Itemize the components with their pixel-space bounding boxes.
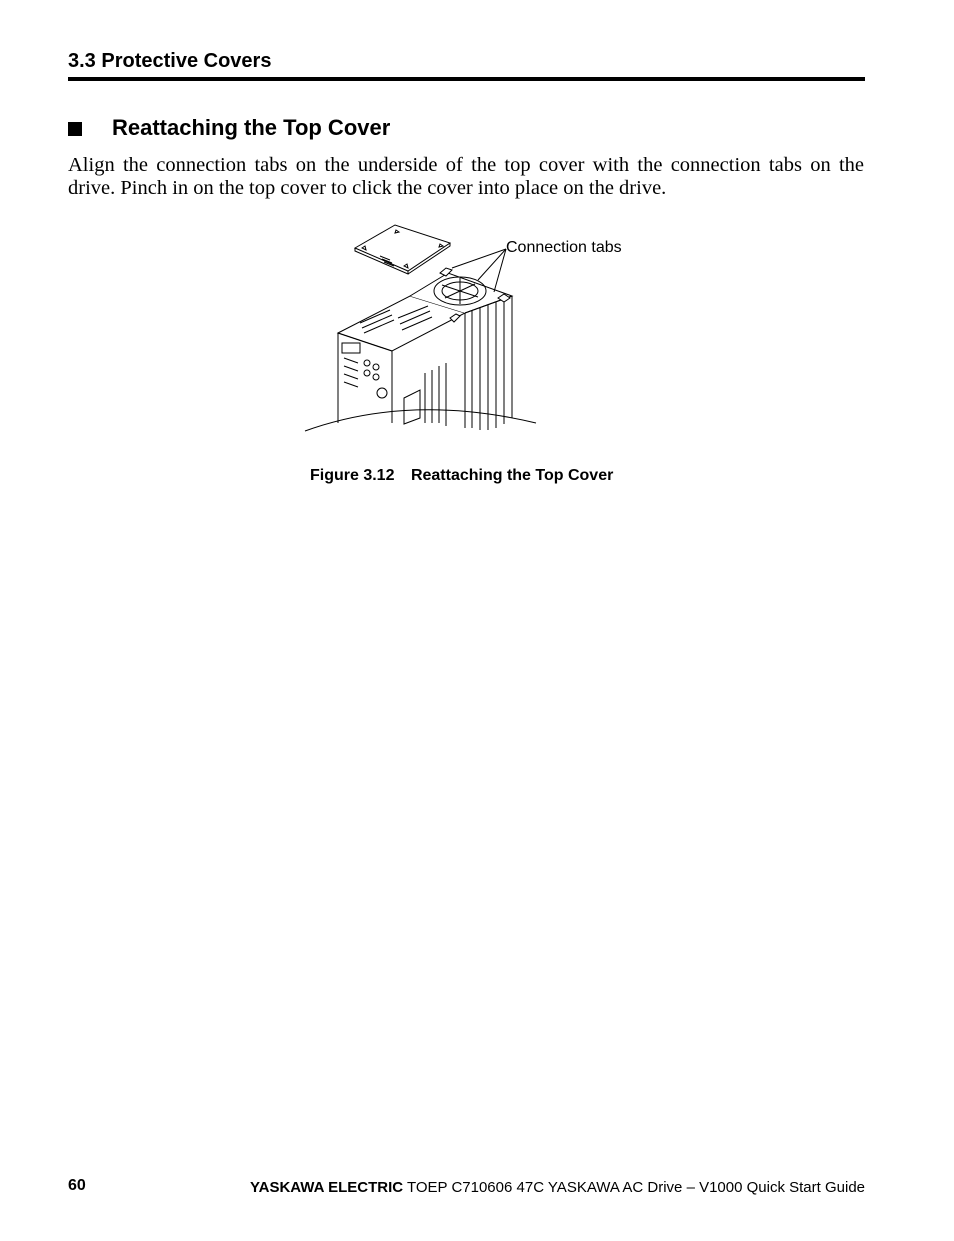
connection-tabs-callout: Connection tabs: [506, 239, 622, 256]
square-bullet-icon: [68, 122, 82, 136]
subsection-heading: [68, 115, 864, 141]
page-number: 60: [68, 1177, 86, 1194]
figure-caption-number: Figure 3.12: [310, 467, 395, 484]
footer-brand: YASKAWA ELECTRIC: [250, 1179, 404, 1196]
subsection-title: Reattaching the Top Cover: [112, 115, 391, 140]
section-rule: [68, 77, 865, 81]
figure-caption: [310, 467, 613, 485]
top-cover-drawing: [355, 225, 450, 274]
figure-caption-title: Reattaching the Top Cover: [410, 467, 614, 484]
footer-doc-info: [250, 1179, 865, 1196]
body-paragraph: Align the connection tabs on the underside of the top cover with the connection tabs on the drive. Pinch in on the top cover to click the cover into place on the drive.: [68, 154, 864, 199]
drive-body-drawing: [338, 268, 512, 430]
section-header: 3.3 Protective Covers: [68, 50, 272, 72]
footer-doc-title: TOEP C710606 47C YASKAWA AC Drive – V1000 Quick Start Guide: [406, 1179, 865, 1196]
